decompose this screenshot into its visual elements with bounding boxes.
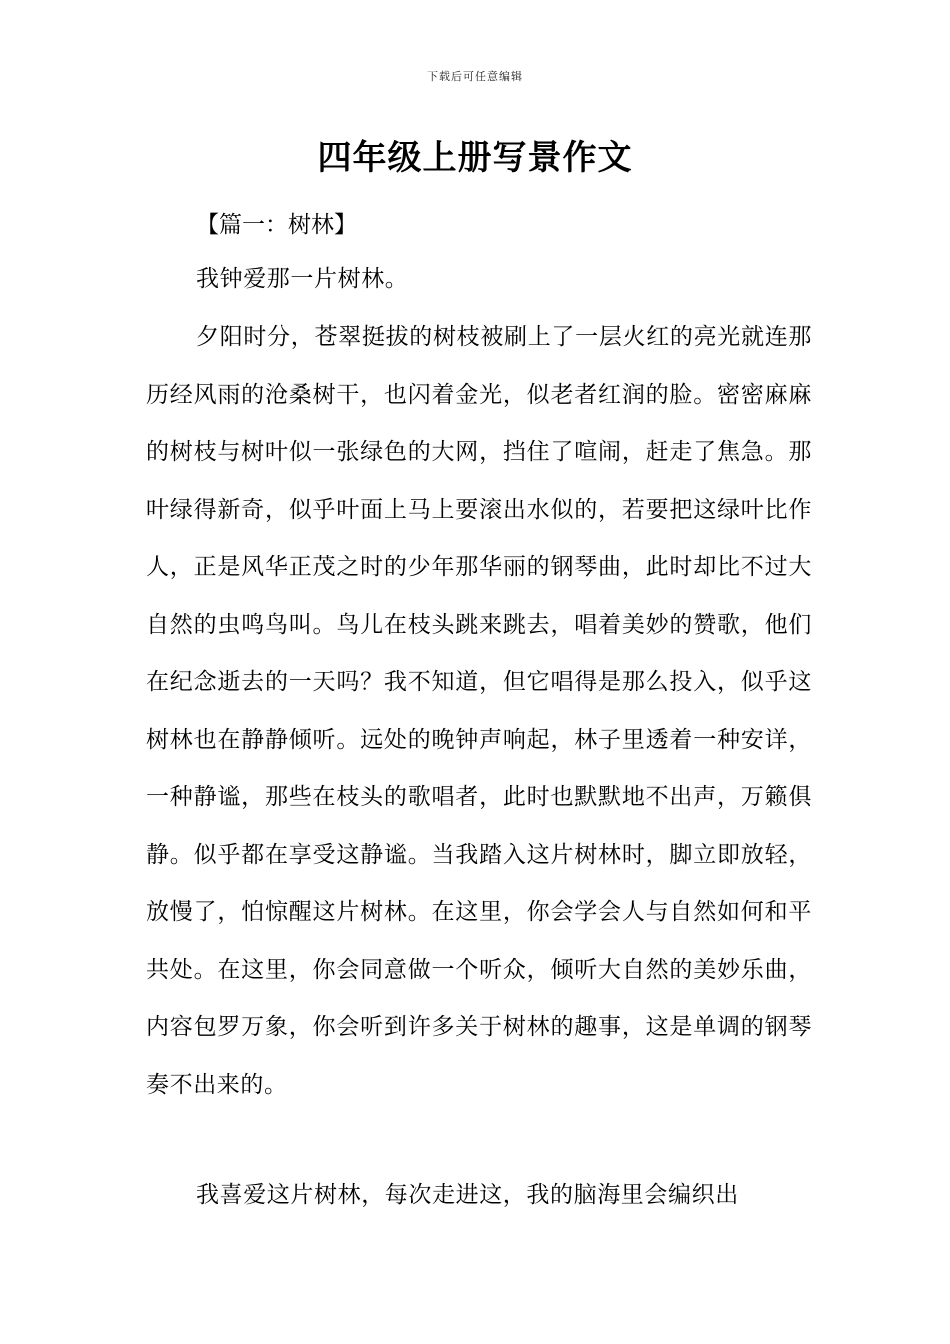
paragraph: 夕阳时分，苍翠挺拔的树枝被刷上了一层火红的亮光就连那历经风雨的沧桑树干，也闪着金光，似老者红润的脸。密密麻麻的树枝与树叶似一张绿色的大网，挡住了喧闹，赶走了焦急。那叶绿得新奇，似乎叶面上马上要滚出水似的，若要把这绿叶比作人，正是风华正茂之时的少年那华丽的钢琴曲，此时却比不过大自然的虫鸣鸟叫。鸟儿在枝头跳来跳去，唱着美妙的赞歌，他们在纪念逝去的一天吗？我不知道，但它唱得是那么投入，似乎这树林也在静静倾听。远处的晚钟声响起，林子里透着一种安详，一种静谧，那些在枝头的歌唱者，此时也默默地不出声，万籁俱静。似乎都在享受这静谧。当我踏入这片树林时，脚立即放轻，放慢了，怕惊醒这片树林。在这里，你会学会人与自然如何和平共处。在这里，你会同意做一个听众，倾听大自然的美妙乐曲，内容包罗万象，你会听到许多关于树林的趣事，这是单调的钢琴奏不出来的。 bbox=[146, 324, 812, 1098]
paragraph: 我钟爱那一片树林。 bbox=[196, 266, 409, 292]
paragraph: 我喜爱这片树林，每次走进这，我的脑海里会编织出 bbox=[196, 1182, 739, 1208]
header-note: 下载后可任意编辑 bbox=[427, 70, 523, 83]
section-heading: 【篇一：树林】 bbox=[196, 212, 357, 238]
document-title: 四年级上册写景作文 bbox=[317, 138, 633, 178]
